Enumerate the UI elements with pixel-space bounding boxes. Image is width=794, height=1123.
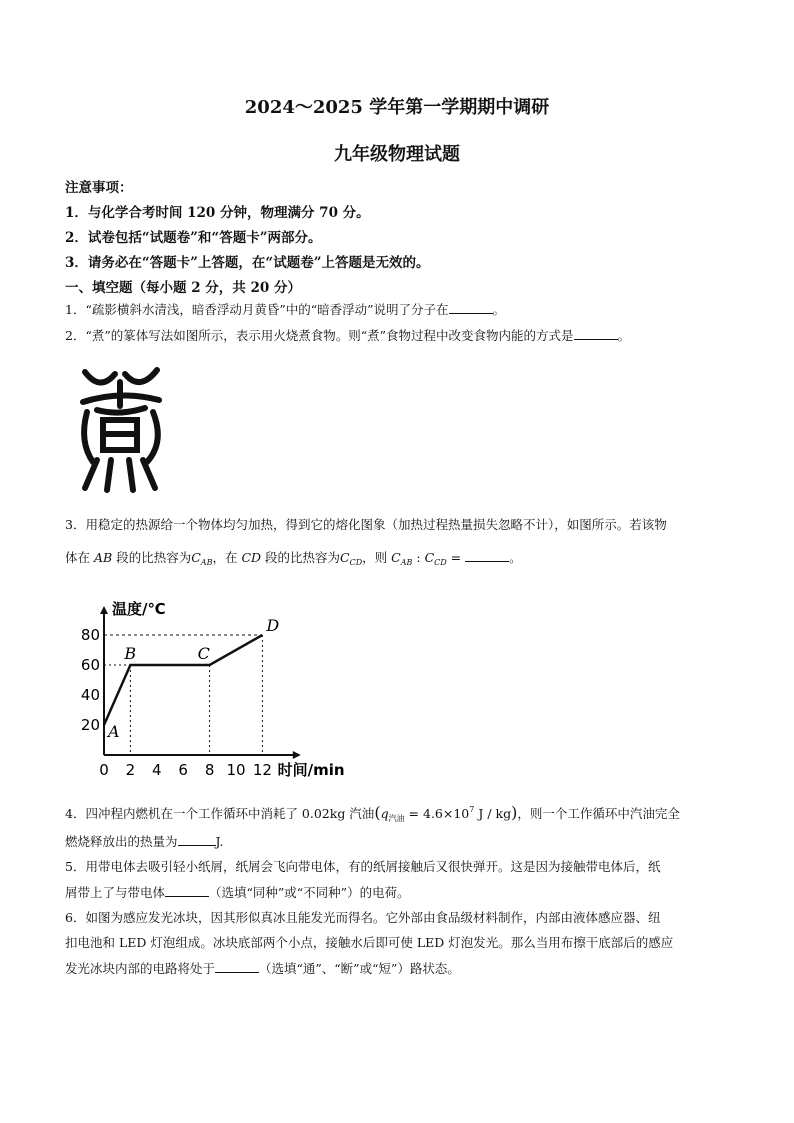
q1-answer-blank: [449, 302, 493, 314]
x-tick-label: 10: [226, 761, 246, 779]
x-tick-label: 0: [99, 761, 109, 779]
seal-script-zhu-image: [75, 362, 165, 497]
question-4-line-1: 4．四冲程内燃机在一个工作循环中消耗了 0.02kg 汽油($q_{汽油} = 4.6\times 10^7$ J / kg)，则一个工作循环中汽油完全: [65, 803, 680, 823]
point-label-b: B: [124, 644, 137, 663]
question-5-line-2: 屑带上了与带电体 （选填“同种”或“不同种”）的电荷。: [65, 885, 410, 900]
exam-subtitle: 九年级物理试题: [334, 144, 460, 165]
notice-heading: 注意事项：: [65, 180, 133, 196]
exam-title: 2024～2025 学年第一学期期中调研: [244, 97, 550, 118]
notice-item-2: 2．试卷包括“试题卷”和“答题卡”两部分。: [65, 230, 322, 246]
q1-end: 。: [492, 302, 506, 317]
question-2: [65, 328, 735, 343]
y-axis-arrow: [100, 606, 108, 614]
question-1: [65, 302, 735, 317]
x-tick-label: 6: [178, 761, 188, 779]
notice-item-1: 1．与化学合考时间 120 分钟，物理满分 70 分。: [65, 205, 370, 221]
q1-text: 1．“疏影横斜水清浅，暗香浮动月黄昏”中的“暗香浮动”说明了分子在: [65, 302, 449, 317]
q2-text: 2．“煮”的篆体写法如图所示，表示用火烧煮食物。则“煮”食物过程中改变食物内能的方式是: [65, 328, 574, 343]
question-6-line-1: 6．如图为感应发光冰块，因其形似真冰且能发光而得名。它外部由食品级材料制作，内部由液体感应器、纽: [65, 910, 661, 925]
x-tick-label: 2: [125, 761, 136, 779]
y-tick-label: 40: [80, 686, 100, 704]
point-label-a: A: [108, 722, 120, 741]
point-label-c: C: [197, 644, 210, 663]
x-tick-label: 4: [152, 761, 162, 779]
section-heading: 一、填空题（每小题 2 分，共 20 分）: [65, 280, 301, 296]
q2-end: 。: [617, 328, 631, 343]
q4-answer-blank: [178, 834, 216, 846]
q2-answer-blank: [574, 328, 618, 340]
question-3-line-2: 体在 AB 段的比热容为$C_{AB}$，在 CD 段的比热容为$C_{CD}$，则 $C_{AB}$ : $C_{CD}$ = 。: [65, 550, 522, 567]
q5-answer-blank: [165, 885, 209, 897]
y-tick-label: 20: [80, 716, 100, 734]
x-tick-label: 12: [252, 761, 272, 779]
y-tick-label: 60: [80, 656, 100, 674]
y-axis-label: 温度/℃: [112, 600, 166, 618]
question-6-line-3: 发光冰块内部的电路将处于 （选填“通”、“断”或“短”）路状态。: [65, 961, 460, 976]
question-3-line-1: 3．用稳定的热源给一个物体均匀加热，得到它的熔化图象（加热过程热量损失忽略不计），如图所示。若该物: [65, 517, 667, 532]
x-axis-arrow: [293, 751, 301, 759]
q3-answer-blank: [465, 550, 509, 562]
y-tick-label: 80: [80, 626, 100, 644]
x-axis-label: 时间/min: [277, 761, 345, 779]
question-6-line-2: 扣电池和 LED 灯泡组成。冰块底部两个小点，接触水后即可使 LED 灯泡发光。那么当用布擦干底部后的感应: [65, 935, 674, 950]
x-tick-label: 8: [204, 761, 215, 779]
q6-answer-blank: [215, 961, 259, 973]
question-4-line-2: 燃烧释放出的热量为 J.: [65, 834, 224, 849]
notice-item-3: 3．请务必在“答题卡”上答题，在“试题卷”上答题是无效的。: [65, 255, 430, 271]
melting-curve-chart: [70, 595, 370, 780]
point-label-d: D: [266, 616, 280, 635]
question-5-line-1: 5．用带电体去吸引轻小纸屑，纸屑会飞向带电体，有的纸屑接触后又很快弹开。这是因为接触带电体后，纸: [65, 859, 661, 874]
